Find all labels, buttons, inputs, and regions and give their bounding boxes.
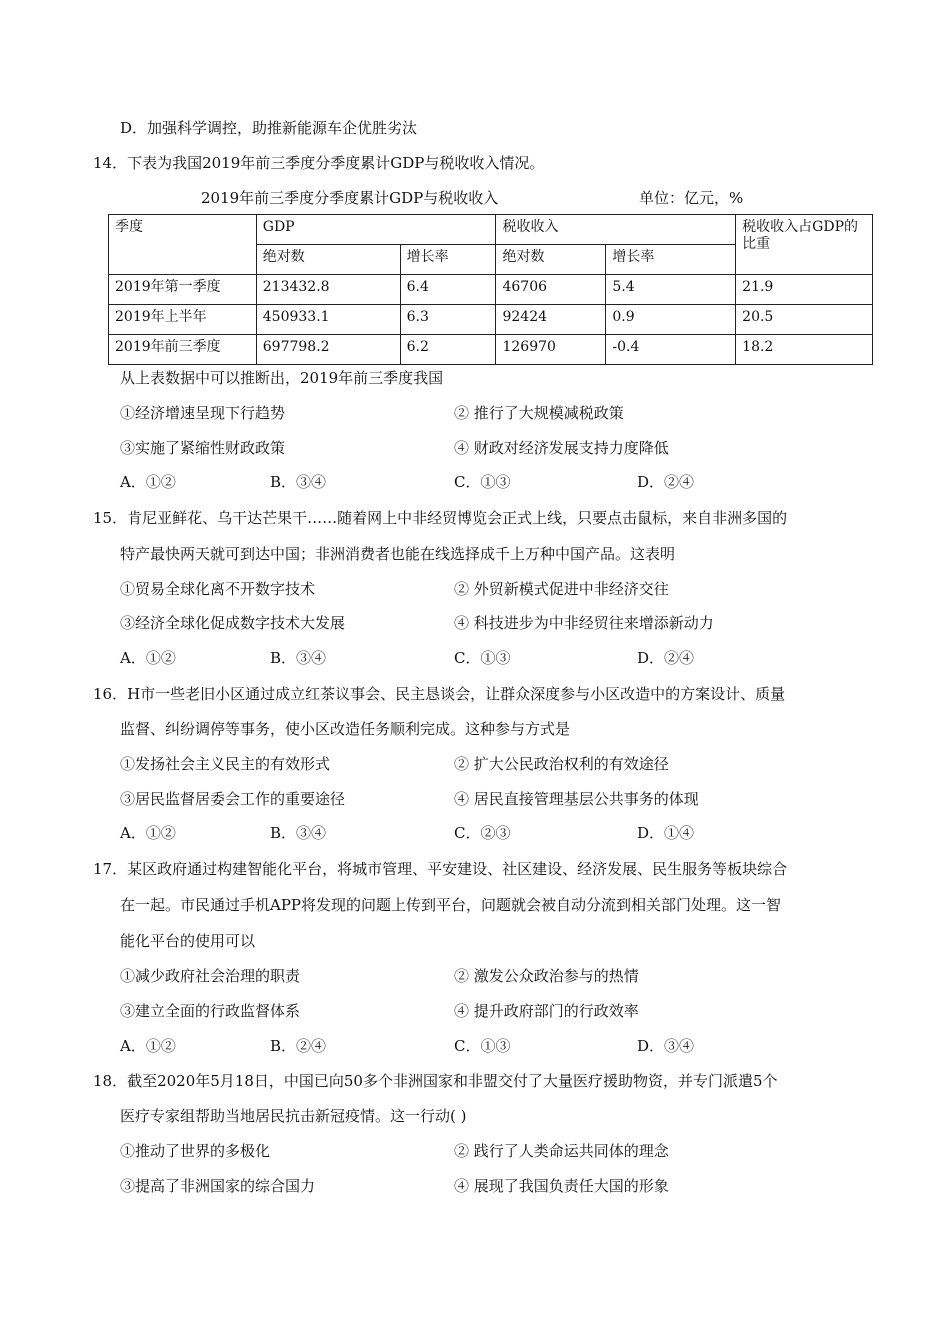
q16-line-2: 监督、纠纷调停等事务，使小区改造任务顺利完成。这种参与方式是 [120, 720, 571, 738]
q18-item-3: ③提高了非洲国家的综合国力 [120, 1177, 316, 1195]
q16-line-1: 16．H市一些老旧小区通过成立红茶议事会、民主恳谈会，让群众深度参与小区改造中的方案设计、质量 [93, 685, 786, 703]
header-gdp-growth: 增长率 [400, 245, 496, 275]
q17-item-1: ①减少政府社会治理的职责 [120, 967, 301, 985]
q16-choice-a[interactable]: A．①② [120, 824, 176, 842]
q17-choice-c[interactable]: C．①③ [454, 1037, 511, 1055]
q16-choice-d[interactable]: D．①④ [637, 824, 695, 842]
q16-choice-c[interactable]: C．②③ [454, 824, 511, 842]
header-ratio: 税收收入占GDP的比重 [736, 215, 873, 275]
cell-gdp-growth: 6.4 [400, 275, 496, 305]
q14-item-3: ③实施了紧缩性财政政策 [120, 439, 286, 457]
q17-item-3: ③建立全面的行政监督体系 [120, 1002, 301, 1020]
cell-tax-growth: -0.4 [606, 335, 736, 365]
header-tax-growth: 增长率 [606, 245, 736, 275]
q18-line-1: 18．截至2020年5月18日，中国已向50多个非洲国家和非盟交付了大量医疗援助物资，并专门派遣5个 [93, 1072, 778, 1090]
q17-line-2: 在一起。市民通过手机APP将发现的问题上传到平台，问题就会被自动分流到相关部门处理。这一智 [120, 896, 782, 914]
q14-stem: 14．下表为我国2019年前三季度分季度累计GDP与税收收入情况。 [93, 154, 545, 172]
table-unit: 单位：亿元，% [639, 189, 744, 207]
q14-item-1: ①经济增速呈现下行趋势 [120, 404, 286, 422]
q18-line-2: 医疗专家组帮助当地居民抗击新冠疫情。这一行动( ) [120, 1107, 467, 1125]
q14-item-2: ② 推行了大规模减税政策 [454, 404, 624, 422]
cell-ratio: 20.5 [736, 305, 873, 335]
q14-choice-d[interactable]: D．②④ [637, 473, 695, 491]
q17-choice-b[interactable]: B．②④ [270, 1037, 327, 1055]
cell-tax-abs: 92424 [496, 305, 606, 335]
q17-line-1: 17．某区政府通过构建智能化平台，将城市管理、平安建设、社区建设、经济发展、民生服务等板块综合 [93, 860, 788, 878]
q17-choice-d[interactable]: D．③④ [637, 1037, 695, 1055]
q16-choice-b[interactable]: B．③④ [270, 824, 327, 842]
q15-line-1: 15．肯尼亚鲜花、乌干达芒果干……随着网上中非经贸博览会正式上线，只要点击鼠标，来自非洲多国的 [93, 509, 788, 527]
cell-gdp-abs: 213432.8 [256, 275, 400, 305]
cell-season: 2019年前三季度 [109, 335, 257, 365]
q14-choice-b[interactable]: B．③④ [270, 473, 327, 491]
cell-gdp-abs: 450933.1 [256, 305, 400, 335]
table-row [109, 275, 873, 305]
q16-item-2: ② 扩大公民政治权利的有效途径 [454, 755, 669, 773]
header-gdp: GDP [256, 215, 496, 245]
q17-item-4: ④ 提升政府部门的行政效率 [454, 1002, 639, 1020]
q16-item-1: ①发扬社会主义民主的有效形式 [120, 755, 331, 773]
q16-item-3: ③居民监督居委会工作的重要途径 [120, 790, 346, 808]
q17-item-2: ② 激发公众政治参与的热情 [454, 967, 639, 985]
q15-choice-d[interactable]: D．②④ [637, 649, 695, 667]
header-season: 季度 [109, 215, 257, 275]
table-header-row [109, 215, 873, 245]
gdp-tax-table [108, 214, 873, 365]
cell-gdp-growth: 6.3 [400, 305, 496, 335]
cell-gdp-growth: 6.2 [400, 335, 496, 365]
q17-line-3: 能化平台的使用可以 [120, 932, 256, 950]
cell-tax-abs: 46706 [496, 275, 606, 305]
q15-choice-c[interactable]: C．①③ [454, 649, 511, 667]
cell-tax-abs: 126970 [496, 335, 606, 365]
q14-choice-a[interactable]: A．①② [120, 473, 176, 491]
cell-tax-growth: 0.9 [606, 305, 736, 335]
q18-item-4: ④ 展现了我国负责任大国的形象 [454, 1177, 669, 1195]
header-gdp-abs: 绝对数 [256, 245, 400, 275]
header-tax: 税收收入 [496, 215, 736, 245]
q14-choice-c[interactable]: C．①③ [454, 473, 511, 491]
q15-item-4: ④ 科技进步为中非经贸往来增添新动力 [454, 614, 714, 632]
q15-line-2: 特产最快两天就可到达中国；非洲消费者也能在线选择成千上万种中国产品。这表明 [120, 545, 676, 563]
q15-item-1: ①贸易全球化离不开数字技术 [120, 580, 316, 598]
q15-item-2: ② 外贸新模式促进中非经济交往 [454, 580, 669, 598]
q13-option-d: D．加强科学调控，助推新能源车企优胜劣汰 [120, 119, 418, 137]
q17-choice-a[interactable]: A．①② [120, 1037, 176, 1055]
q18-item-2: ② 践行了人类命运共同体的理念 [454, 1142, 669, 1160]
table-row [109, 305, 873, 335]
cell-ratio: 21.9 [736, 275, 873, 305]
q14-item-4: ④ 财政对经济发展支持力度降低 [454, 439, 669, 457]
cell-gdp-abs: 697798.2 [256, 335, 400, 365]
table-title: 2019年前三季度分季度累计GDP与税收收入 [201, 189, 499, 207]
q15-item-3: ③经济全球化促成数字技术大发展 [120, 614, 346, 632]
q18-item-1: ①推动了世界的多极化 [120, 1142, 271, 1160]
header-tax-abs: 绝对数 [496, 245, 606, 275]
q14-lead: 从上表数据中可以推断出，2019年前三季度我国 [120, 369, 444, 387]
q15-choice-a[interactable]: A．①② [120, 649, 176, 667]
table-row [109, 335, 873, 365]
q16-item-4: ④ 居民直接管理基层公共事务的体现 [454, 790, 699, 808]
q15-choice-b[interactable]: B．③④ [270, 649, 327, 667]
cell-season: 2019年上半年 [109, 305, 257, 335]
cell-ratio: 18.2 [736, 335, 873, 365]
cell-tax-growth: 5.4 [606, 275, 736, 305]
cell-season: 2019年第一季度 [109, 275, 257, 305]
